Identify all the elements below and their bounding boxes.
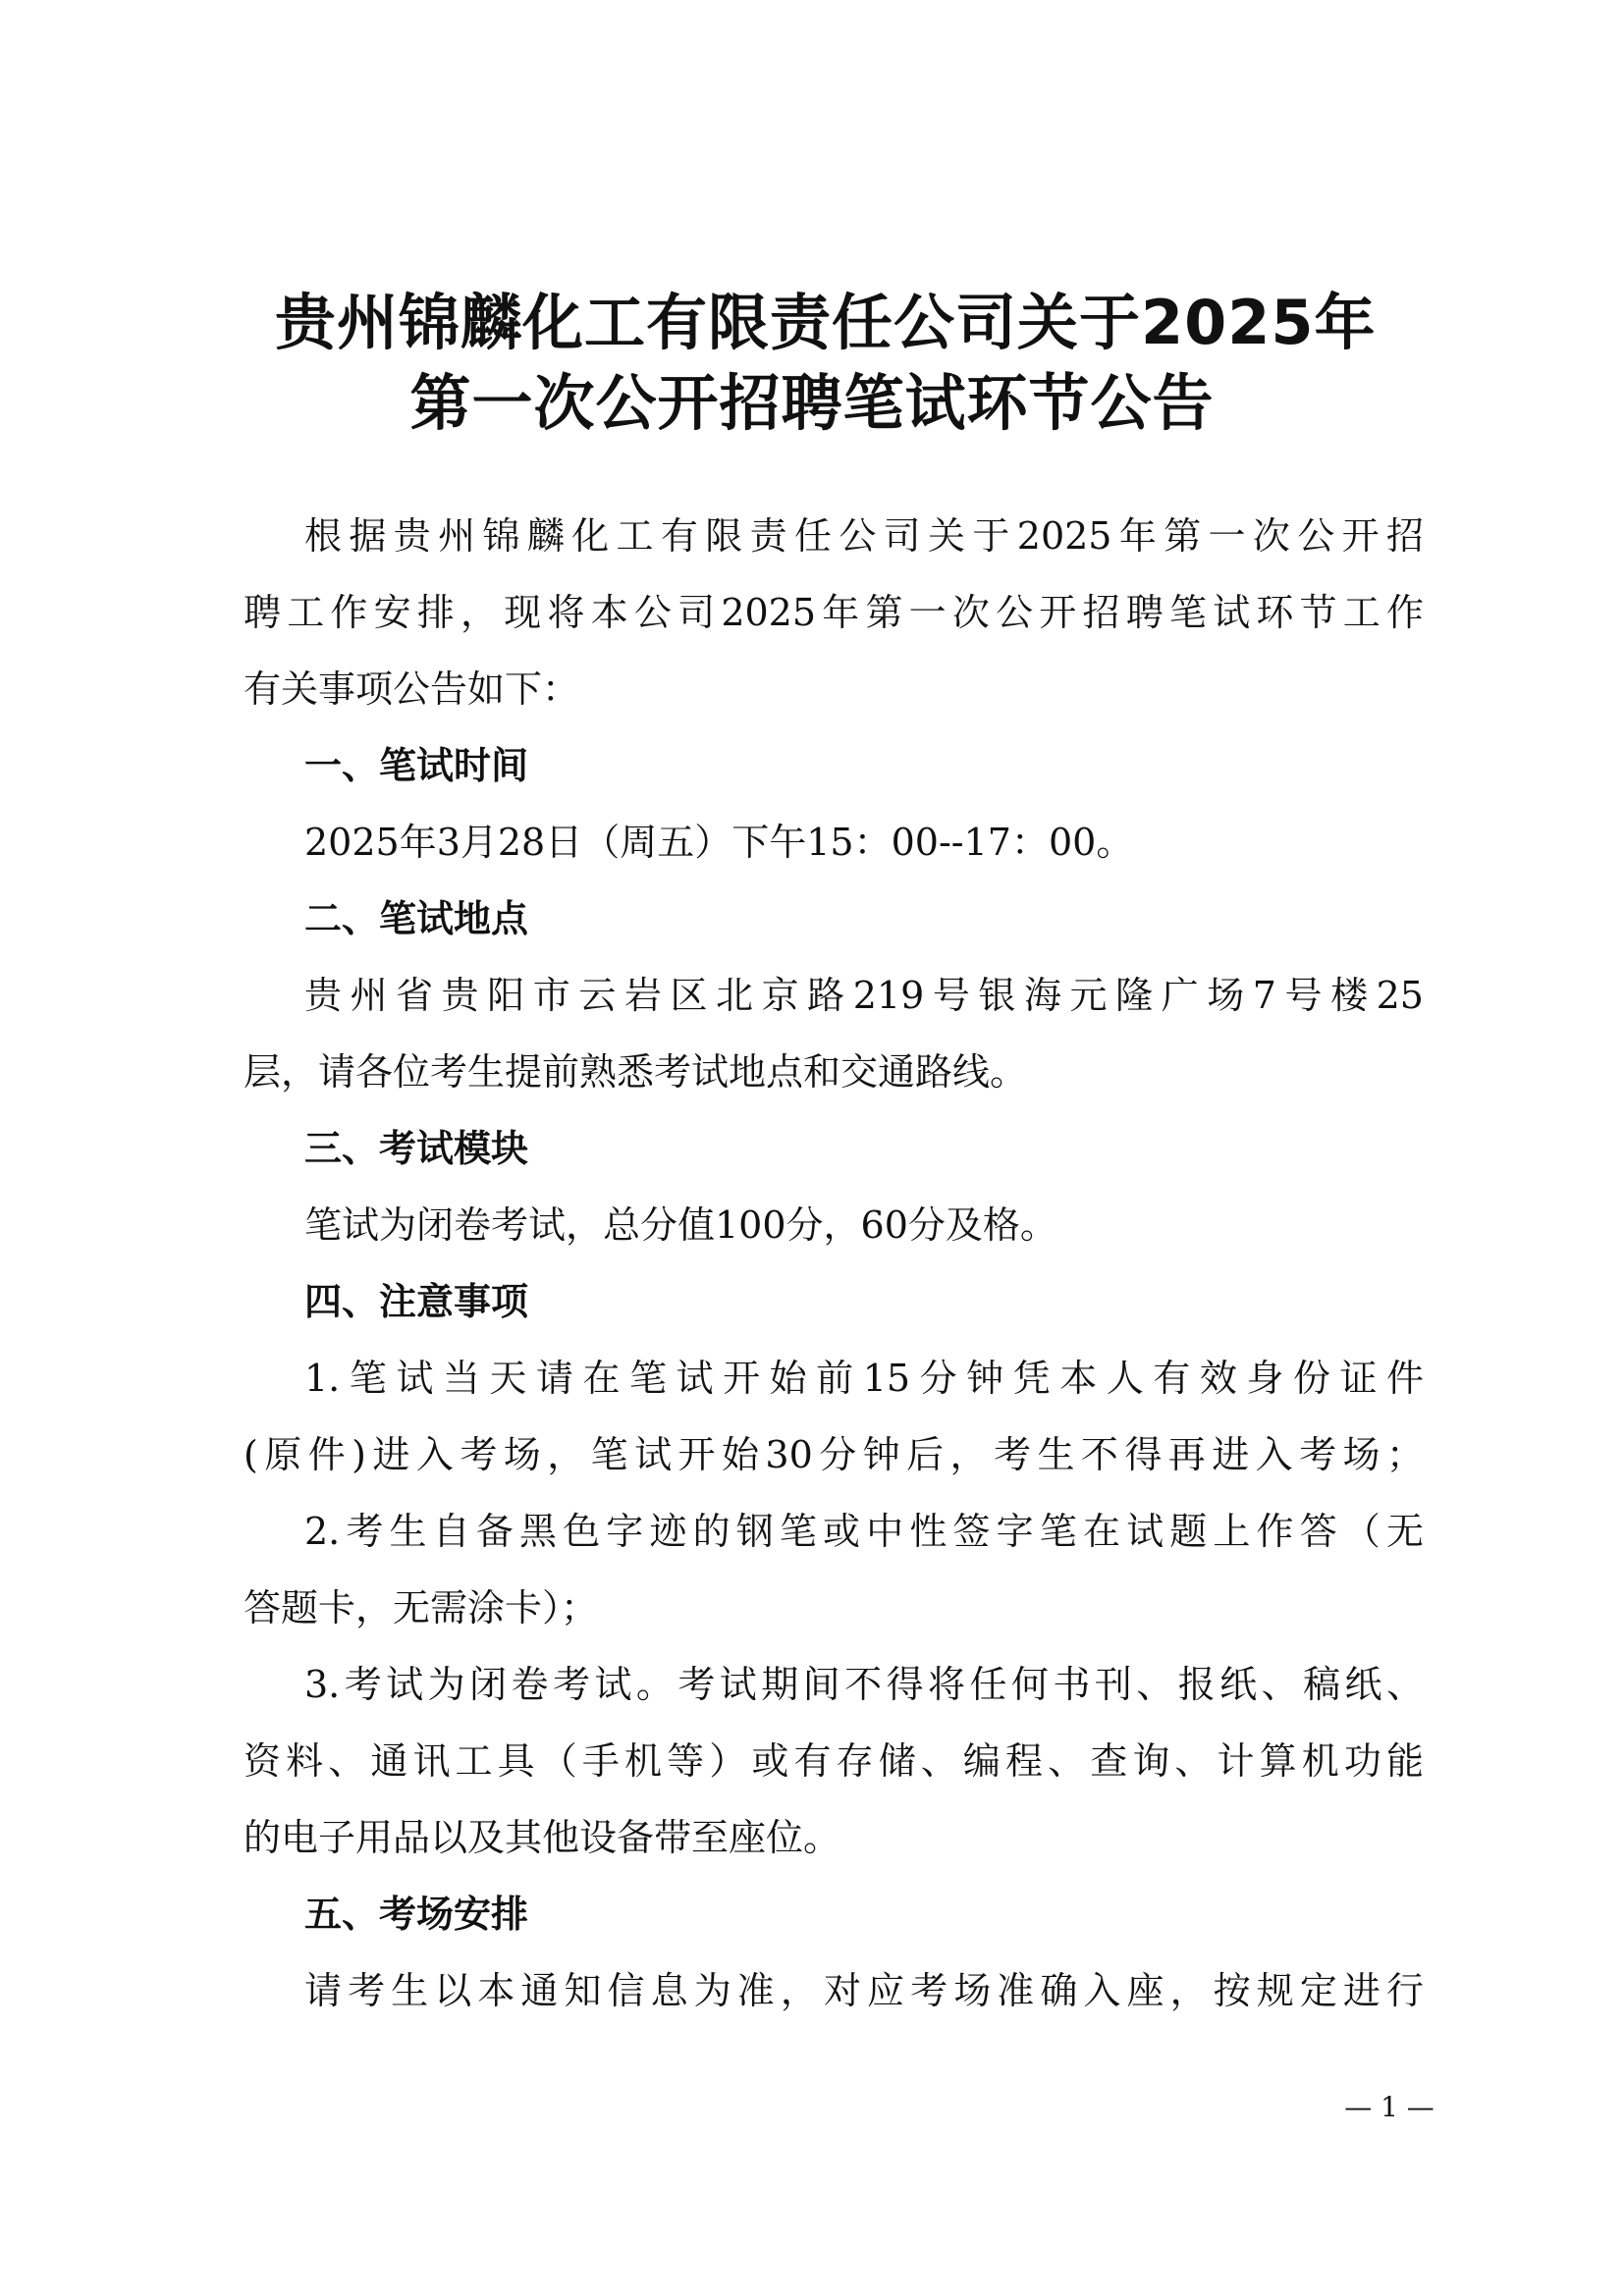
section-4-line-3: 2.考生自备黑色字迹的钢笔或中性签字笔在试题上作答（无 — [304, 1510, 1424, 1553]
section-4-line-6: 资料、通讯工具（手机等）或有存储、编程、查询、计算机功能 — [244, 1739, 1424, 1783]
page-number: — 1 — — [1344, 2091, 1435, 2123]
section-5-heading: 五、考场安排 — [304, 1893, 529, 1936]
intro-line-3: 有关事项公告如下： — [244, 667, 580, 711]
section-4-heading: 四、注意事项 — [304, 1280, 529, 1323]
section-1-line-1: 2025年3月28日（周五）下午15：00--17：00。 — [304, 821, 1134, 864]
title-line-2: 第一次公开招聘笔试环节公告 — [409, 367, 1215, 439]
intro-line-2: 聘工作安排，现将本公司2025年第一次公开招聘笔试环节工作 — [244, 591, 1424, 634]
section-4-line-2: (原件)进入考场，笔试开始30分钟后，考生不得再进入考场； — [244, 1433, 1424, 1476]
section-1-heading: 一、笔试时间 — [304, 744, 529, 787]
section-2-line-2: 层，请各位考生提前熟悉考试地点和交通路线。 — [244, 1050, 1028, 1094]
section-5-line-1: 请考生以本通知信息为准，对应考场准确入座，按规定进行 — [304, 1969, 1424, 2012]
title-line-1: 贵州锦麟化工有限责任公司关于2025年 — [275, 287, 1377, 358]
section-3-heading: 三、考试模块 — [304, 1127, 529, 1170]
intro-line-1: 根据贵州锦麟化工有限责任公司关于2025年第一次公开招 — [304, 514, 1424, 558]
section-3-line-1: 笔试为闭卷考试，总分值100分，60分及格。 — [304, 1203, 1057, 1247]
section-4-line-7: 的电子用品以及其他设备带至座位。 — [244, 1816, 841, 1859]
section-4-line-4: 答题卡，无需涂卡）； — [244, 1586, 599, 1629]
section-2-line-1: 贵州省贵阳市云岩区北京路219号银海元隆广场7号楼25 — [304, 974, 1424, 1017]
section-4-line-1: 1.笔试当天请在笔试开始前15分钟凭本人有效身份证件 — [304, 1357, 1424, 1400]
section-2-heading: 二、笔试地点 — [304, 897, 529, 940]
section-4-line-5: 3.考试为闭卷考试。考试期间不得将任何书刊、报纸、稿纸、 — [304, 1663, 1424, 1706]
